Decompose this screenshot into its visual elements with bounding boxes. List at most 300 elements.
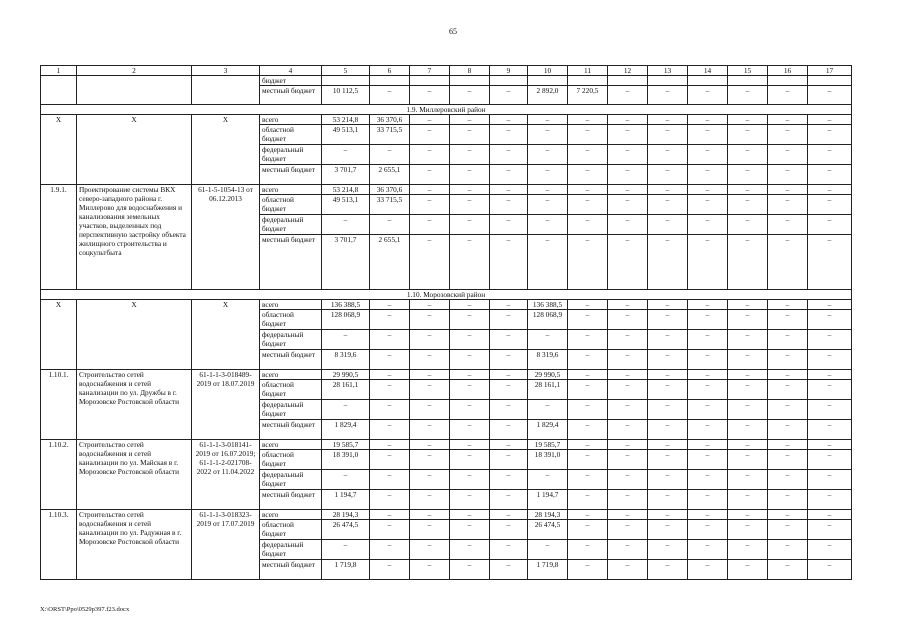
value-cell: – [608,86,648,105]
value-cell: – [768,560,808,580]
value-cell: 28 161,1 [322,380,370,400]
value-cell: 19 585,7 [528,440,568,450]
value-cell: – [608,440,648,450]
column-header: 1 [41,66,77,76]
value-cell: – [410,560,450,580]
table-row [41,115,852,125]
value-cell: – [768,520,808,540]
value-cell: – [688,310,728,330]
value-cell: – [490,370,528,380]
value-cell: – [568,300,608,310]
value-cell: – [808,470,852,490]
value-cell [648,76,688,86]
value-cell: – [768,440,808,450]
budget-label: всего [260,370,322,380]
value-cell: – [728,195,768,215]
value-cell: – [410,145,450,165]
value-cell: – [808,510,852,520]
value-cell: – [808,310,852,330]
value-cell: – [322,470,370,490]
value-cell: – [608,470,648,490]
value-cell: – [370,440,410,450]
value-cell: – [490,185,528,195]
value-cell: – [568,215,608,235]
value-cell: – [568,330,608,350]
value-cell: – [370,86,410,105]
value-cell [608,76,648,86]
value-cell: – [648,215,688,235]
value-cell: – [728,350,768,370]
value-cell: – [608,330,648,350]
budget-label: федеральный бюджет [260,215,322,235]
budget-label: местный бюджет [260,86,322,105]
column-header: 6 [370,66,410,76]
value-cell: – [608,125,648,145]
value-cell: – [648,185,688,195]
value-cell: – [490,195,528,215]
table-row [41,370,852,380]
value-cell: – [410,86,450,105]
value-cell: – [648,165,688,185]
value-cell: – [688,450,728,470]
value-cell: – [450,86,490,105]
budget-label: федеральный бюджет [260,400,322,420]
value-cell: – [450,560,490,580]
value-cell [688,76,728,86]
value-cell: – [728,125,768,145]
value-cell: 8 319,6 [322,350,370,370]
column-header: 11 [568,66,608,76]
value-cell: – [768,215,808,235]
value-cell: – [688,520,728,540]
column-header: 4 [260,66,322,76]
value-cell: – [568,185,608,195]
value-cell: – [490,470,528,490]
budget-label: федеральный бюджет [260,330,322,350]
value-cell: 28 194,3 [322,510,370,520]
value-cell: – [568,470,608,490]
value-cell: – [808,350,852,370]
value-cell: – [410,510,450,520]
column-header: 15 [728,66,768,76]
value-cell: – [450,510,490,520]
value-cell: – [648,420,688,440]
value-cell: – [768,185,808,195]
column-header: 7 [410,66,450,76]
item-number: X [41,115,77,185]
value-cell: – [648,470,688,490]
value-cell: – [450,470,490,490]
value-cell [450,76,490,86]
item-number: 1.9.1. [41,185,77,290]
value-cell: – [688,380,728,400]
value-cell: – [608,560,648,580]
value-cell: – [688,440,728,450]
budget-label: областной бюджет [260,310,322,330]
value-cell: – [568,560,608,580]
value-cell: – [450,440,490,450]
value-cell: – [608,510,648,520]
value-cell: – [450,185,490,195]
value-cell: – [728,510,768,520]
value-cell: – [648,350,688,370]
column-header: 8 [450,66,490,76]
item-permit: X [192,300,260,370]
budget-label: областной бюджет [260,520,322,540]
value-cell: – [370,470,410,490]
value-cell: 1 719,8 [322,560,370,580]
value-cell: – [528,235,568,290]
value-cell: – [728,380,768,400]
value-cell: – [450,490,490,510]
value-cell: 3 701,7 [322,235,370,290]
value-cell: – [450,330,490,350]
value-cell: – [648,540,688,560]
value-cell: – [768,510,808,520]
budget-label: местный бюджет [260,420,322,440]
value-cell: – [808,540,852,560]
value-cell: – [808,125,852,145]
value-cell: – [768,470,808,490]
item-number: X [41,300,77,370]
value-cell: – [568,520,608,540]
budget-label: бюджет [260,76,322,86]
value-cell: – [450,450,490,470]
value-cell: – [768,380,808,400]
value-cell: – [648,235,688,290]
value-cell: – [370,560,410,580]
value-cell: – [370,490,410,510]
value-cell: – [648,450,688,470]
value-cell: – [490,145,528,165]
value-cell: – [528,185,568,195]
value-cell: 28 194,3 [528,510,568,520]
value-cell [370,76,410,86]
value-cell: – [688,86,728,105]
value-cell: – [450,300,490,310]
value-cell: – [450,215,490,235]
value-cell: 28 161,1 [528,380,568,400]
value-cell: 1 829,4 [528,420,568,440]
value-cell: – [808,185,852,195]
item-number [41,76,77,105]
value-cell: – [450,310,490,330]
value-cell: – [808,520,852,540]
value-cell: – [490,86,528,105]
item-permit: X [192,115,260,185]
value-cell: – [370,215,410,235]
value-cell: – [410,185,450,195]
budget-table [40,65,852,580]
value-cell: – [450,370,490,380]
value-cell: – [648,145,688,165]
value-cell: – [568,350,608,370]
section-title-row [41,290,852,300]
value-cell: – [528,215,568,235]
value-cell: 136 388,5 [322,300,370,310]
value-cell: 53 214,8 [322,115,370,125]
value-cell: – [528,470,568,490]
value-cell: – [808,300,852,310]
value-cell: – [688,510,728,520]
value-cell: – [370,520,410,540]
value-cell: – [768,330,808,350]
value-cell: – [808,420,852,440]
value-cell: – [490,520,528,540]
value-cell: 1 194,7 [322,490,370,510]
value-cell: – [808,380,852,400]
value-cell [322,76,370,86]
value-cell: – [768,400,808,420]
value-cell: – [688,490,728,510]
budget-label: местный бюджет [260,490,322,510]
value-cell: 19 585,7 [322,440,370,450]
column-header: 2 [77,66,192,76]
value-cell: – [608,380,648,400]
value-cell: – [608,370,648,380]
value-cell: 2 655,1 [370,235,410,290]
value-cell: – [608,420,648,440]
budget-label: федеральный бюджет [260,470,322,490]
value-cell: – [728,440,768,450]
value-cell: 29 990,5 [528,370,568,380]
value-cell: – [688,370,728,380]
column-header: 9 [490,66,528,76]
value-cell: – [410,370,450,380]
value-cell: – [608,310,648,330]
value-cell [768,76,808,86]
item-number: 1.10.1. [41,370,77,440]
value-cell: – [490,350,528,370]
value-cell: – [608,215,648,235]
value-cell: – [490,215,528,235]
value-cell: 1 194,7 [528,490,568,510]
value-cell: – [322,400,370,420]
value-cell [528,76,568,86]
value-cell: – [490,540,528,560]
value-cell: – [322,145,370,165]
value-cell: – [410,490,450,510]
value-cell: – [768,125,808,145]
value-cell: – [370,380,410,400]
value-cell: – [768,420,808,440]
item-description: Строительство сетей водоснабжения и сетей канализации по ул. Дружбы в г. Морозовске Ростовской области [77,370,192,440]
value-cell: – [648,330,688,350]
value-cell: 10 112,5 [322,86,370,105]
budget-label: областной бюджет [260,195,322,215]
value-cell: – [410,310,450,330]
value-cell [568,76,608,86]
item-description [77,76,192,105]
value-cell: – [688,470,728,490]
value-cell: – [768,490,808,510]
table-row [41,76,852,86]
value-cell: – [490,310,528,330]
budget-label: областной бюджет [260,125,322,145]
value-cell: 8 319,6 [528,350,568,370]
value-cell: – [568,490,608,510]
value-cell: – [410,450,450,470]
page-number: 65 [449,27,457,36]
value-cell: – [370,145,410,165]
value-cell: – [608,400,648,420]
value-cell: – [450,350,490,370]
budget-label: федеральный бюджет [260,540,322,560]
value-cell: – [568,510,608,520]
item-number: 1.10.3. [41,510,77,580]
value-cell: 18 391,0 [322,450,370,470]
budget-label: местный бюджет [260,235,322,290]
value-cell: – [450,195,490,215]
value-cell: – [450,520,490,540]
value-cell: – [808,370,852,380]
footer-filepath: X:\ORST\Ppo\0529p397.f23.docx [40,606,130,613]
table-row [41,510,852,520]
value-cell: – [528,400,568,420]
value-cell: – [808,560,852,580]
value-cell: – [728,145,768,165]
value-cell: – [648,115,688,125]
value-cell: – [728,400,768,420]
value-cell: – [648,86,688,105]
value-cell: – [728,86,768,105]
value-cell: – [728,310,768,330]
value-cell: – [768,540,808,560]
value-cell: – [688,185,728,195]
value-cell: – [728,520,768,540]
value-cell: – [608,490,648,510]
value-cell [808,76,852,86]
value-cell: – [688,350,728,370]
value-cell: – [528,540,568,560]
value-cell: – [608,450,648,470]
value-cell: – [688,195,728,215]
value-cell: – [648,310,688,330]
value-cell: – [568,450,608,470]
value-cell: 33 715,5 [370,195,410,215]
column-header: 13 [648,66,688,76]
value-cell: – [728,490,768,510]
value-cell: 26 474,5 [322,520,370,540]
value-cell: – [768,165,808,185]
item-permit: 61-1-1-3-018141-2019 от 16.07.2019; 61-1-1-2-021708-2022 от 11.04.2022 [192,440,260,510]
value-cell: 3 701,7 [322,165,370,185]
value-cell: – [608,520,648,540]
section-title: 1.10. Морозовский район [41,290,852,300]
value-cell: – [450,145,490,165]
item-permit: 61-1-1-3-018323-2019 от 17.07.2019 [192,510,260,580]
value-cell: – [410,540,450,560]
value-cell: – [528,145,568,165]
value-cell: – [490,235,528,290]
value-cell: – [688,165,728,185]
value-cell: – [370,350,410,370]
value-cell: – [450,125,490,145]
value-cell: – [490,440,528,450]
value-cell [410,76,450,86]
value-cell: – [608,235,648,290]
item-permit: 61-1-5-1054-13 от 06.12.2013 [192,185,260,290]
value-cell: – [648,195,688,215]
value-cell: – [568,195,608,215]
value-cell: 7 220,5 [568,86,608,105]
value-cell: – [410,115,450,125]
value-cell: – [450,235,490,290]
value-cell: – [568,165,608,185]
value-cell: 2 892,0 [528,86,568,105]
value-cell: – [808,450,852,470]
value-cell: – [490,560,528,580]
value-cell: – [568,235,608,290]
item-permit [192,76,260,105]
value-cell: – [688,125,728,145]
item-permit: 61-1-1-3-018489-2019 от 18.07.2019 [192,370,260,440]
value-cell: – [688,115,728,125]
value-cell: – [728,560,768,580]
value-cell: – [410,300,450,310]
value-cell: – [728,185,768,195]
value-cell: – [568,440,608,450]
value-cell: – [808,145,852,165]
budget-label: всего [260,440,322,450]
value-cell: – [688,330,728,350]
column-header-row [41,66,852,76]
value-cell: – [490,490,528,510]
value-cell: 53 214,8 [322,185,370,195]
value-cell: – [568,400,608,420]
value-cell: – [608,185,648,195]
value-cell: – [370,510,410,520]
value-cell: 36 370,6 [370,185,410,195]
value-cell: – [728,215,768,235]
value-cell: – [768,300,808,310]
column-header: 16 [768,66,808,76]
value-cell: – [808,86,852,105]
value-cell: – [370,330,410,350]
value-cell: – [370,450,410,470]
budget-label: местный бюджет [260,350,322,370]
value-cell: – [768,86,808,105]
value-cell: – [410,380,450,400]
value-cell: – [648,300,688,310]
value-cell: – [450,165,490,185]
budget-label: всего [260,115,322,125]
value-cell: – [728,165,768,185]
value-cell: – [410,440,450,450]
value-cell: – [450,420,490,440]
value-cell: 1 829,4 [322,420,370,440]
value-cell: – [728,330,768,350]
value-cell: – [808,490,852,510]
value-cell: – [648,510,688,520]
value-cell [728,76,768,86]
column-header: 5 [322,66,370,76]
value-cell: – [768,115,808,125]
value-cell: – [528,115,568,125]
item-description: Строительство сетей водоснабжения и сетей канализации по ул. Радужная в г. Морозовске Ростовской области [77,510,192,580]
value-cell: – [568,380,608,400]
item-description: Проектирование системы ВКХ северо-западного района г. Миллерово для водоснабжения и канализования земельных участков, выделенных под перспективную застройку объекта жилищного строительства и соцкультбыта [77,185,192,290]
value-cell: 36 370,6 [370,115,410,125]
value-cell: – [648,440,688,450]
value-cell: – [450,115,490,125]
value-cell: – [728,370,768,380]
value-cell: – [728,540,768,560]
value-cell: – [568,310,608,330]
value-cell: – [808,400,852,420]
value-cell: – [322,215,370,235]
section-title: 1.9. Миллеровский район [41,105,852,115]
